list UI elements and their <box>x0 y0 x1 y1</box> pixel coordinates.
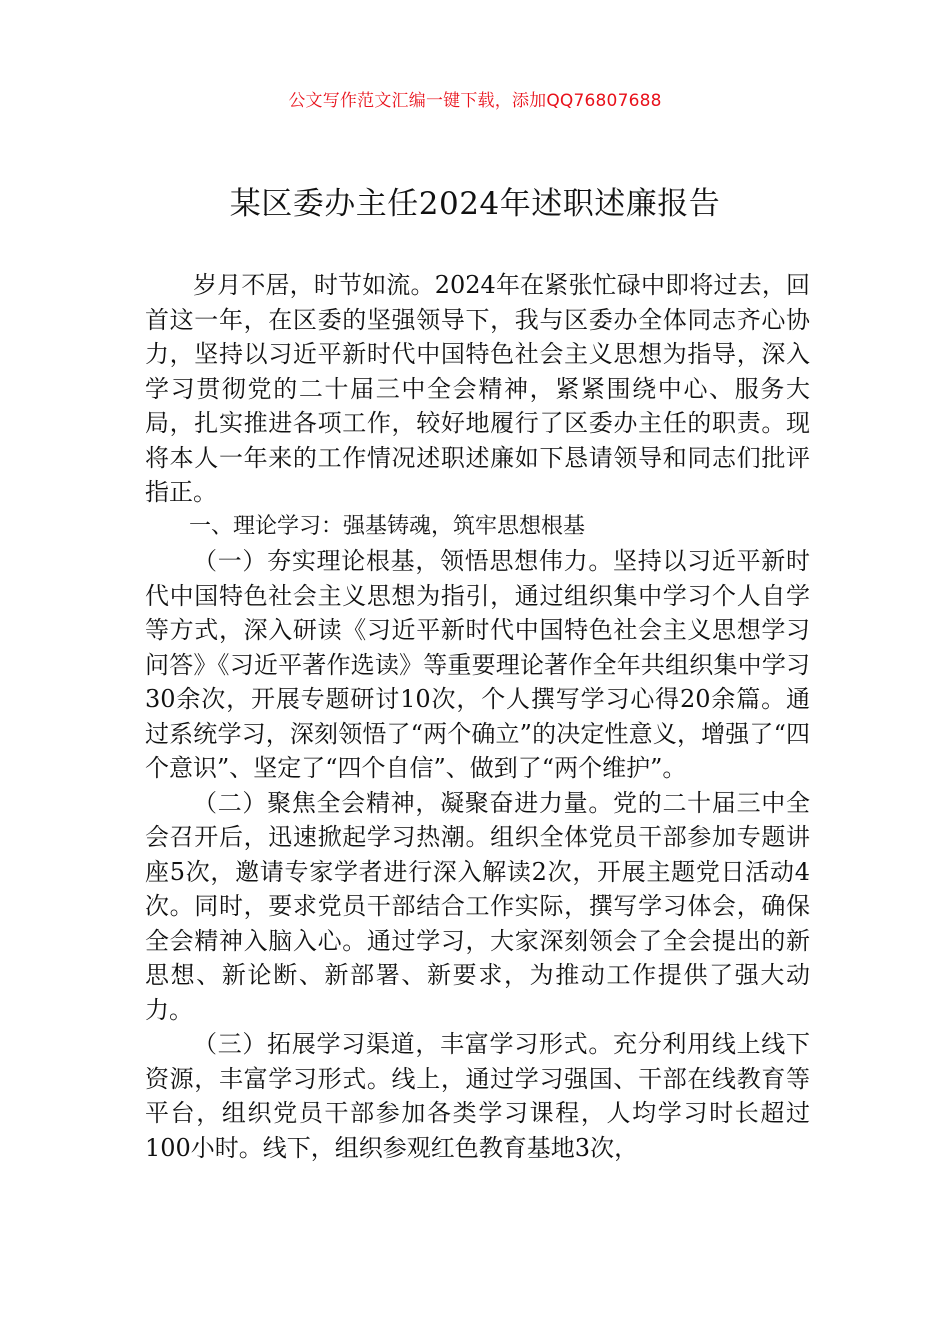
section-heading-1: 一、理论学习：强基铸魂，筑牢思想根基 <box>189 513 586 539</box>
paragraph-1-1: （一）夯实理论根基，领悟思想伟力。坚持以习近平新时代中国特色社会主义思想为指引，通过组织集中学习个人自学等方式，深入研读《习近平新时代中国特色社会主义思想学习问答》《习近平著作选读》等重要理论著作全年共组织集中学习30余次，开展专题研讨10次，个人撰写学习心得20余篇。通过系统学习，深刻领悟了“两个确立”的决定性意义，增强了“四个意识”、坚定了“四个自信”、做到了“两个维护”。 <box>145 547 810 782</box>
document-body <box>145 268 810 1165</box>
paragraph-1-3: （三）拓展学习渠道，丰富学习形式。充分利用线上线下资源，丰富学习形式。线上，通过学习强国、干部在线教育等平台，组织党员干部参加各类学习课程，人均学习时长超过100小时。线下，组织参观红色教育基地3次， <box>145 1030 810 1162</box>
paragraph-1-2: （二）聚焦全会精神，凝聚奋进力量。党的二十届三中全会召开后，迅速掀起学习热潮。组织全体党员干部参加专题讲座5次，邀请专家学者进行深入解读2次，开展主题党日活动4次。同时，要求党员干部结合工作实际，撰写学习体会，确保全会精神入脑入心。通过学习，大家深刻领会了全会提出的新思想、新论断、新部署、新要求，为推动工作提供了强大动力。 <box>145 788 810 1024</box>
download-notice[interactable]: 公文写作范文汇编一键下载，添加QQ76807688 <box>288 91 662 111</box>
paragraph-intro: 岁月不居，时节如流。2024年在紧张忙碌中即将过去，回首这一年，在区委的坚强领导下，我与区委办全体同志齐心协力，坚持以习近平新时代中国特色社会主义思想为指导，深入学习贯彻党的二十届三中全会精神，紧紧围绕中心、服务大局，扎实推进各项工作，较好地履行了区委办主任的职责。现将本人一年来的工作情况述职述廉如下恳请领导和同志们批评指正。 <box>145 271 810 506</box>
document-title: 某区委办主任2024年述职述廉报告 <box>229 186 721 222</box>
